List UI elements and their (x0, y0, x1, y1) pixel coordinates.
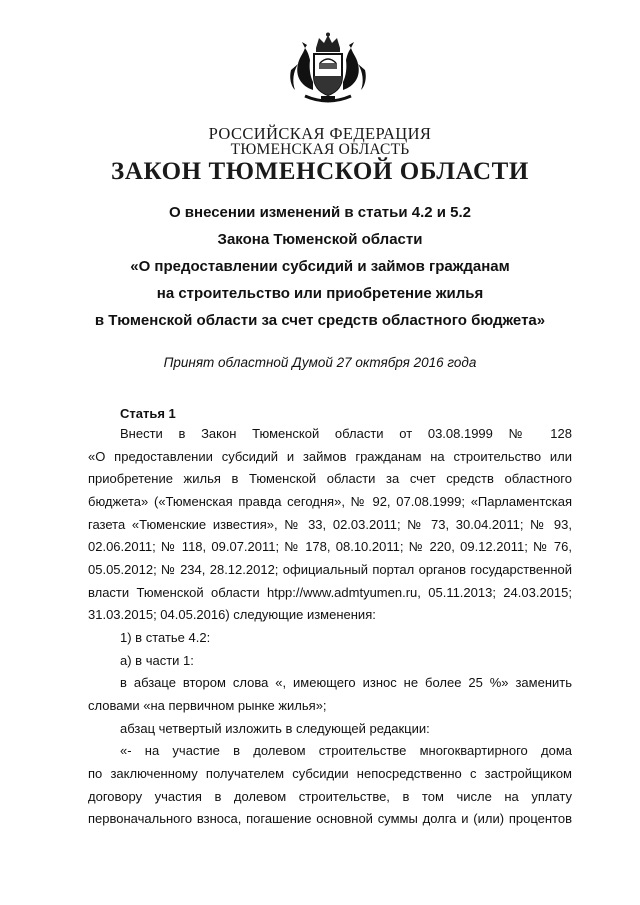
text-line: по заключенному получателем субсидии непосредственно с застройщиком (88, 766, 572, 781)
title-line: на строительство или приобретение жилья (156, 285, 484, 302)
text-line: абзац четвертый изложить в следующей редакции: (120, 721, 430, 736)
text-line: «- на участие в долевом строительстве многоквартирного дома (120, 743, 572, 758)
text-line: приобретение жилья в Тюменской области за счет средств областного (88, 471, 572, 486)
text-line: словами «на первичном рынке жилья»; (88, 698, 327, 713)
title-line: в Тюменской области за счет средств областного бюджета» (94, 312, 546, 329)
text-line: первоначального взноса, погашение основной суммы долга и (или) процентов (88, 811, 572, 826)
text-line: газета «Тюменские известия», № 33, 02.03.2011; № 73, 30.04.2011; № 93, (88, 517, 572, 532)
text-line: 31.03.2015; 04.05.2016) следующие изменения: (88, 607, 376, 622)
text-line: договору участия в долевом строительстве, в том числе на уплату (88, 789, 572, 804)
text-line: власти Тюменской области htpp://www.admtyumen.ru, 05.11.2013; 24.03.2015; (88, 585, 572, 600)
text-line: 1) в статье 4.2: (120, 630, 211, 645)
title-line: О внесении изменений в статьи 4.2 и 5.2 (168, 204, 472, 221)
tyumen-coat-of-arms-icon (283, 32, 373, 108)
text-line: «О предоставлении субсидий и займов гражданам на строительство или (88, 449, 572, 464)
text-line: 02.06.2011; № 118, 09.07.2011; № 178, 08.10.2011; № 220, 09.12.2011; № 76, (88, 539, 572, 554)
adoption-date: Принят областной Думой 27 октября 2016 года (163, 355, 477, 370)
title-line: «О предоставлении субсидий и займов гражданам (130, 258, 510, 275)
article-heading: Статья 1 (120, 406, 176, 421)
document-type: ЗАКОН ТЮМЕНСКОЙ ОБЛАСТИ (111, 158, 529, 185)
text-line: а) в части 1: (120, 653, 194, 668)
title-line: Закона Тюменской области (217, 231, 423, 248)
country-name: РОССИЙСКАЯ ФЕДЕРАЦИЯ (208, 124, 432, 143)
text-line: бюджета» («Тюменская правда сегодня», № 92, 07.08.1999; «Парламентская (88, 494, 572, 509)
text-line: Внести в Закон Тюменской области от 03.08.1999 № 128 (120, 426, 572, 441)
region-name: ТЮМЕНСКАЯ ОБЛАСТЬ (230, 141, 410, 158)
text-line: в абзаце втором слова «, имеющего износ не более 25 %» заменить (120, 675, 572, 690)
text-line: 05.05.2012; № 234, 28.12.2012; официальный портал органов государственной (88, 562, 572, 577)
